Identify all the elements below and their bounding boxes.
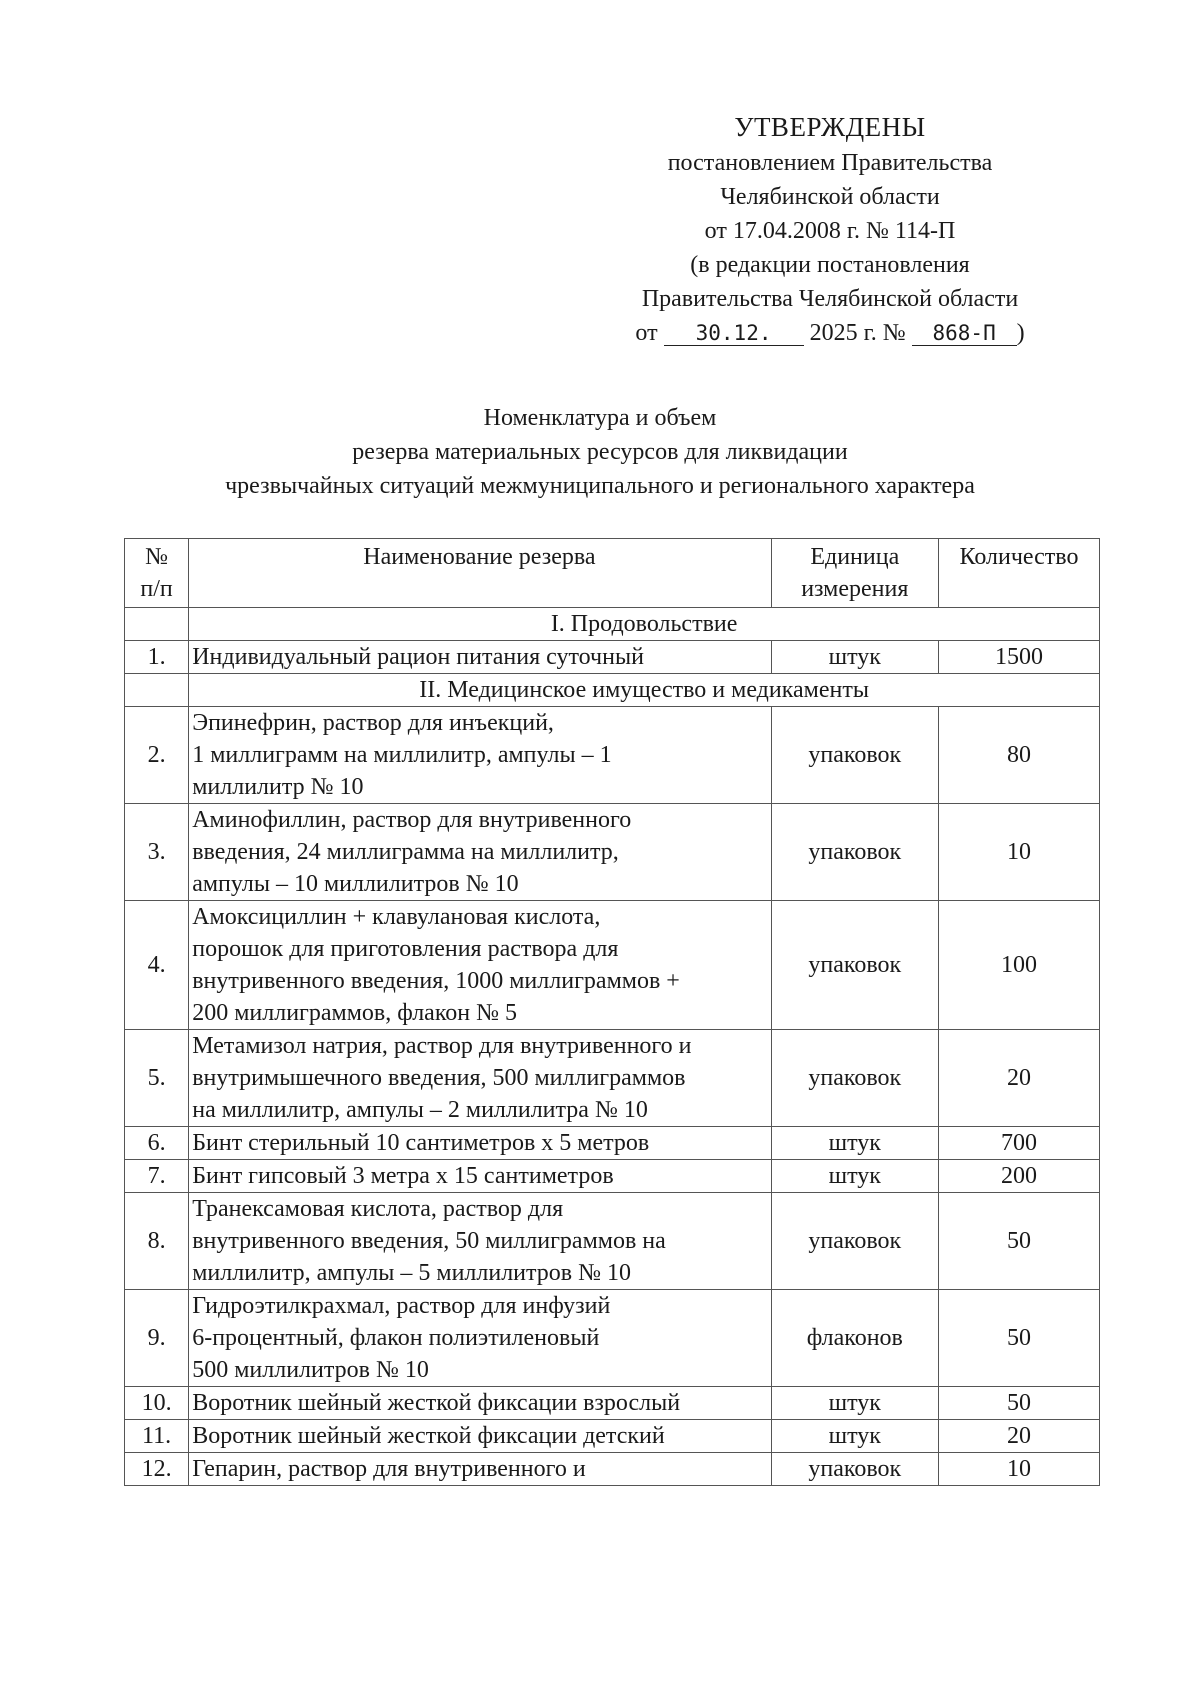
row-name-line: 6-процентный, флакон полиэтиленовый <box>192 1325 600 1351</box>
table-row <box>125 1387 1100 1420</box>
row-quantity: 20 <box>939 1030 1100 1127</box>
handwritten-date: 30.12. <box>664 321 804 346</box>
approval-line: Челябинской области <box>720 184 940 210</box>
table-header-row <box>125 539 1100 608</box>
table-row <box>125 641 1100 674</box>
row-number: 4. <box>125 901 189 1030</box>
row-name-line: внутримышечного введения, 500 миллиграммов <box>192 1065 686 1091</box>
row-unit: упаковок <box>771 804 938 901</box>
row-number: 1. <box>125 641 189 674</box>
row-name <box>189 901 771 1030</box>
header-unit <box>771 539 938 608</box>
table-row <box>125 804 1100 901</box>
header-name: Наименование резерва <box>189 539 771 608</box>
section-num-cell <box>125 674 189 707</box>
reserve-table <box>124 538 1100 1486</box>
row-name-line: Воротник шейный жесткой фиксации детский <box>192 1423 665 1449</box>
row-name-line: внутривенного введения, 1000 миллиграммов + <box>192 968 680 994</box>
row-quantity: 50 <box>939 1290 1100 1387</box>
row-name-line: ампулы – 10 миллилитров № 10 <box>192 871 519 897</box>
row-name <box>189 1193 771 1290</box>
row-name <box>189 1127 771 1160</box>
row-name <box>189 707 771 804</box>
row-name <box>189 1387 771 1420</box>
row-number: 9. <box>125 1290 189 1387</box>
approval-line: постановлением Правительства <box>667 150 993 176</box>
row-name-line: Гепарин, раствор для внутривенного и <box>192 1456 586 1482</box>
table-row <box>125 1420 1100 1453</box>
row-quantity: 50 <box>939 1193 1100 1290</box>
row-unit: упаковок <box>771 1453 938 1486</box>
year-text: 2025 г. № <box>809 320 906 346</box>
row-name-line: Бинт стерильный 10 сантиметров х 5 метров <box>192 1130 650 1156</box>
header-num-line: № <box>145 544 169 570</box>
row-name <box>189 1030 771 1127</box>
row-unit: флаконов <box>771 1290 938 1387</box>
row-name-line: Индивидуальный рацион питания суточный <box>192 644 644 670</box>
row-number: 3. <box>125 804 189 901</box>
row-name <box>189 1290 771 1387</box>
row-name-line: введения, 24 миллиграмма на миллилитр, <box>192 839 619 865</box>
row-quantity: 50 <box>939 1387 1100 1420</box>
row-name <box>189 1160 771 1193</box>
row-name-line: Воротник шейный жесткой фиксации взрослый <box>192 1390 681 1416</box>
section-num-cell <box>125 608 189 641</box>
row-name-line: 200 миллиграммов, флакон № 5 <box>192 1000 518 1026</box>
row-number: 12. <box>125 1453 189 1486</box>
header-unit-line: Единица <box>810 544 900 570</box>
row-unit: упаковок <box>771 707 938 804</box>
section-row <box>125 608 1100 641</box>
row-name-line: 500 миллилитров № 10 <box>192 1357 429 1383</box>
row-name <box>189 1453 771 1486</box>
row-unit: упаковок <box>771 1193 938 1290</box>
row-unit: штук <box>771 641 938 674</box>
table-row <box>125 1290 1100 1387</box>
row-name-line: Бинт гипсовый 3 метра х 15 сантиметров <box>192 1163 614 1189</box>
row-name-line: порошок для приготовления раствора для <box>192 936 619 962</box>
row-unit: упаковок <box>771 901 938 1030</box>
row-quantity: 10 <box>939 1453 1100 1486</box>
section-row <box>125 674 1100 707</box>
approval-date-line <box>560 316 1100 350</box>
handwritten-number: 868-П <box>912 321 1017 346</box>
row-number: 5. <box>125 1030 189 1127</box>
row-unit: штук <box>771 1387 938 1420</box>
row-name-line: Амоксициллин + клавулановая кислота, <box>192 904 601 930</box>
approval-line: (в редакции постановления <box>690 252 970 278</box>
table-row <box>125 1160 1100 1193</box>
row-name-line: Эпинефрин, раствор для инъекций, <box>192 710 554 736</box>
document-title-line: чрезвычайных ситуаций межмуниципального и регионального характера <box>225 473 975 499</box>
row-name-line: миллилитр, ампулы – 5 миллилитров № 10 <box>192 1260 632 1286</box>
row-name-line: Метамизол натрия, раствор для внутривенного и <box>192 1033 692 1059</box>
header-num-line: п/п <box>140 576 173 602</box>
row-name-line: 1 миллиграмм на миллилитр, ампулы – 1 <box>192 742 612 768</box>
row-unit: штук <box>771 1127 938 1160</box>
row-name-line: Аминофиллин, раствор для внутривенного <box>192 807 632 833</box>
row-number: 6. <box>125 1127 189 1160</box>
document-title <box>0 401 1200 503</box>
row-name-line: на миллилитр, ампулы – 2 миллилитра № 10 <box>192 1097 648 1123</box>
row-number: 7. <box>125 1160 189 1193</box>
row-unit: штук <box>771 1160 938 1193</box>
table-row <box>125 1127 1100 1160</box>
row-quantity: 200 <box>939 1160 1100 1193</box>
row-number: 10. <box>125 1387 189 1420</box>
approval-title: УТВЕРЖДЕНЫ <box>734 112 926 142</box>
header-qty: Количество <box>939 539 1100 608</box>
row-unit: штук <box>771 1420 938 1453</box>
row-quantity: 100 <box>939 901 1100 1030</box>
approval-line: от 17.04.2008 г. № 114-П <box>704 218 956 244</box>
row-number: 2. <box>125 707 189 804</box>
row-name-line: внутривенного введения, 50 миллиграммов на <box>192 1228 666 1254</box>
header-num <box>125 539 189 608</box>
row-name-line: Гидроэтилкрахмал, раствор для инфузий <box>192 1293 611 1319</box>
table-row <box>125 1453 1100 1486</box>
row-number: 8. <box>125 1193 189 1290</box>
table-row <box>125 707 1100 804</box>
row-quantity: 700 <box>939 1127 1100 1160</box>
row-number: 11. <box>125 1420 189 1453</box>
row-name <box>189 641 771 674</box>
document-title-line: резерва материальных ресурсов для ликвидации <box>352 439 848 465</box>
row-unit: упаковок <box>771 1030 938 1127</box>
section-title: I. Продовольствие <box>189 608 1100 641</box>
table-row <box>125 1193 1100 1290</box>
row-name-line: миллилитр № 10 <box>192 774 364 800</box>
row-quantity: 1500 <box>939 641 1100 674</box>
document-title-line: Номенклатура и объем <box>483 405 717 431</box>
row-quantity: 10 <box>939 804 1100 901</box>
row-name-line: Транексамовая кислота, раствор для <box>192 1196 564 1222</box>
row-quantity: 20 <box>939 1420 1100 1453</box>
table-row <box>125 1030 1100 1127</box>
approval-line: Правительства Челябинской области <box>641 286 1019 312</box>
closing-paren: ) <box>1016 320 1025 346</box>
approval-block <box>560 110 1100 350</box>
table-body <box>125 608 1100 1486</box>
header-unit-line: измерения <box>801 576 909 602</box>
date-prefix: от <box>635 320 658 346</box>
row-name <box>189 804 771 901</box>
row-name <box>189 1420 771 1453</box>
table-row <box>125 901 1100 1030</box>
section-title: II. Медицинское имущество и медикаменты <box>189 674 1100 707</box>
row-quantity: 80 <box>939 707 1100 804</box>
